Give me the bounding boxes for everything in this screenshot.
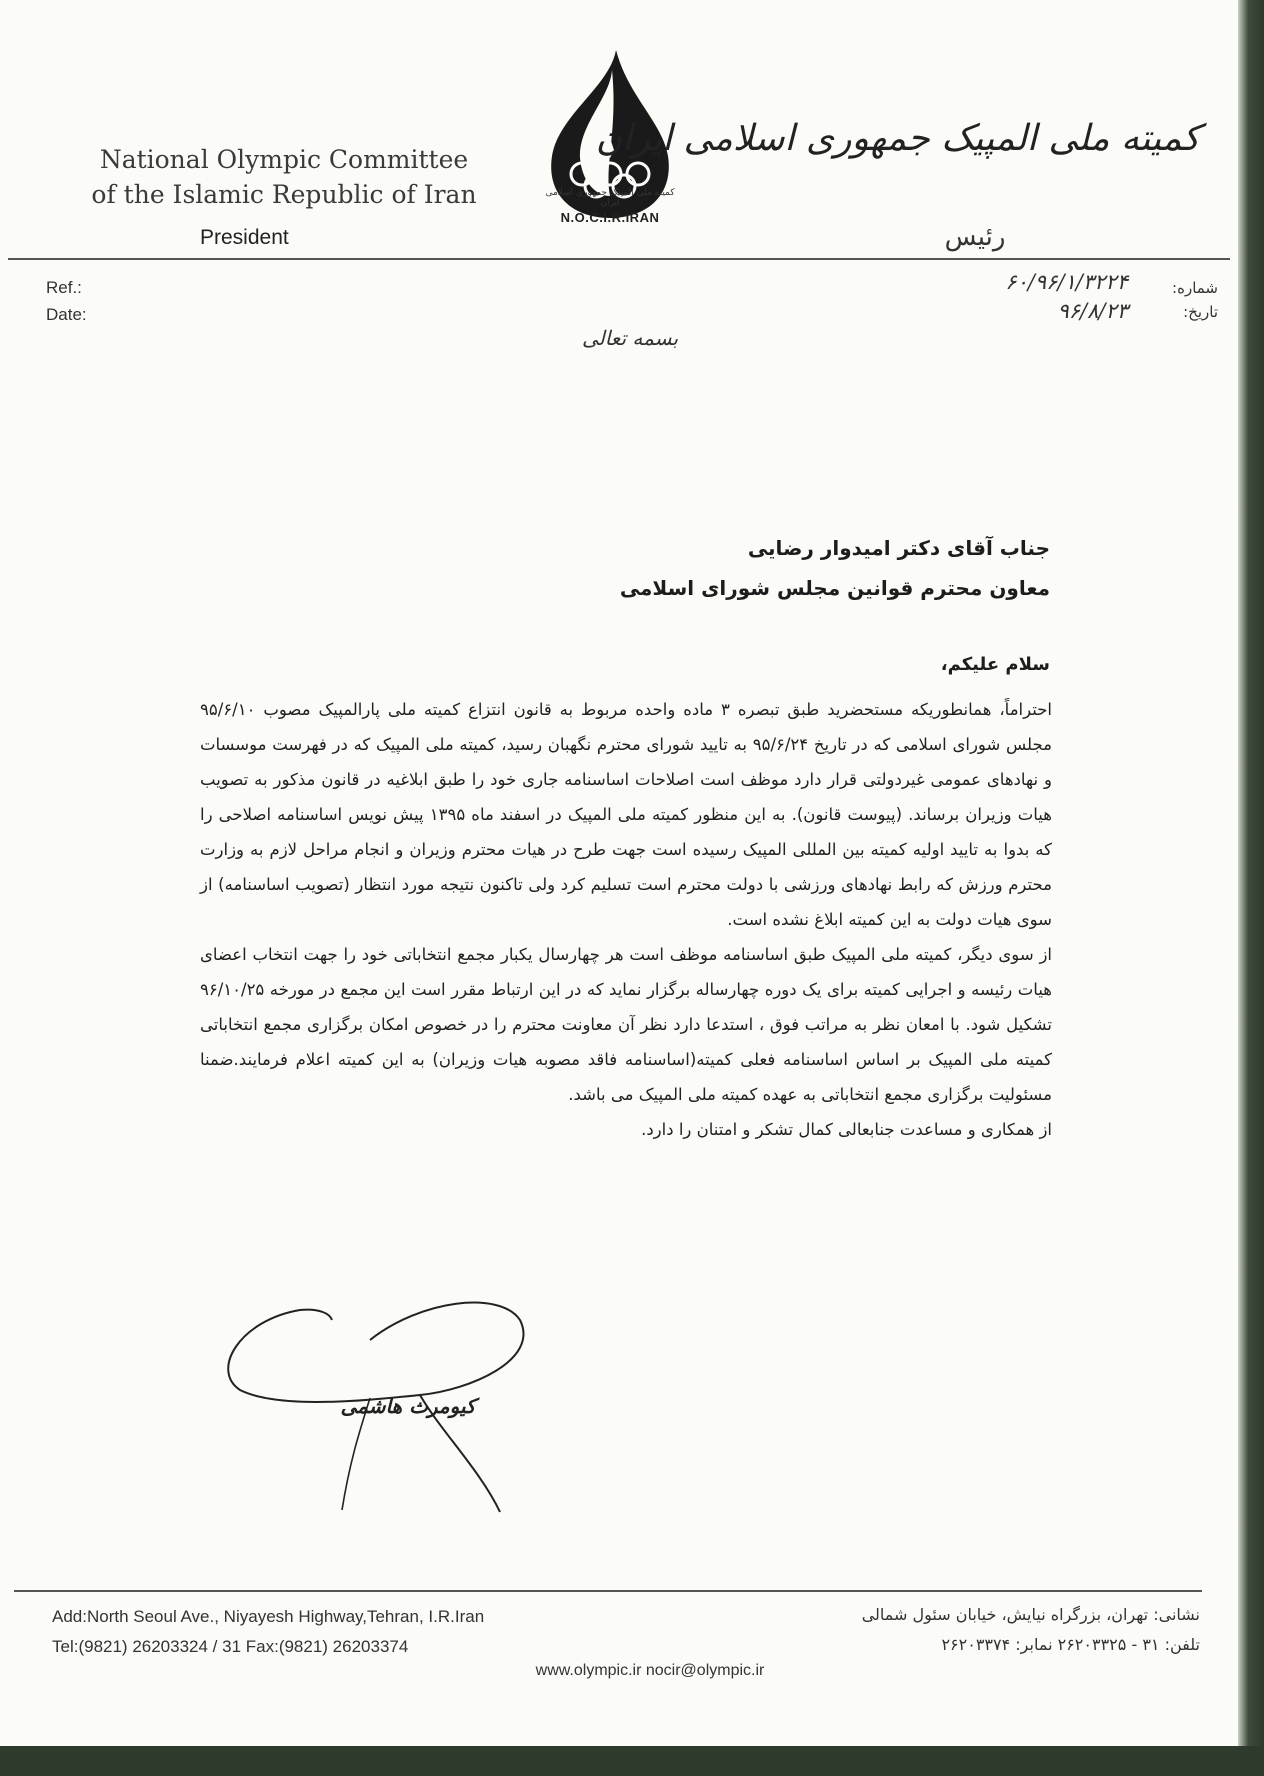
- body-paragraph: از سوی دیگر، کمیته ملی المپیک طبق اساسنامه موظف است هر چهارسال یکبار مجمع انتخاباتی خود را جهت انتخاب اعضای هیات رئیسه و اجرایی کمیته برای یک دوره چهارساله برگزار نماید که در این ارتباط مقرر است این مجمع در مورخه ۹۶/۱۰/۲۵ تشکیل شود. با امعان نظر به مراتب فوق ، استدعا دارد نظر آن معاونت محترم را در خصوص امکان برگزاری مجمع انتخاباتی کمیته ملی المپیک بر اساس اساسنامه فعلی کمیته(اساسنامه فاقد مصوبه هیات وزیران) به این کمیته اعلام فرمایند.ضمنا مسئولیت برگزاری مجمع انتخاباتی به عهده کمیته ملی المپیک می باشد.: [200, 945, 1052, 1104]
- logo-persian-text: کمیته ملی المپیک جمهوری اسلامی ایران: [545, 188, 675, 208]
- scan-edge: [1238, 0, 1264, 1746]
- role-persian: رئیس: [944, 222, 1006, 252]
- number-label: شماره:: [1172, 279, 1218, 297]
- footer-address-persian: نشانی: تهران، بزرگراه نیایش، خیابان سئول شمالی: [861, 1605, 1200, 1624]
- org-name-line2: of the Islamic Republic of Iran: [91, 180, 477, 209]
- footer-persian: [760, 1600, 1200, 1660]
- signatory-name: کیومرث هاشمی: [340, 1394, 476, 1418]
- date-label: Date:: [46, 305, 87, 324]
- footer-english: [52, 1602, 484, 1662]
- greeting: سلام علیکم،: [940, 654, 1050, 675]
- body-paragraph: احتراماً، همانطوریکه مستحضرید طبق تبصره ۳ ماده واحده مربوط به قانون انتزاع کمیته ملی پارالمپیک مصوب ۹۵/۶/۱۰ مجلس شورای اسلامی که در تاریخ ۹۵/۶/۲۴ به تایید شورای محترم نگهبان رسید، کمیته ملی المپیک که در فهرست موسسات و نهادهای عمومی غیردولتی قرار دارد موظف است اصلاحات اساسنامه جاری خود را طبق ابلاغیه در قانون مذکور به تصویب هیات وزیران برساند. (پیوست قانون). به این منظور کمیته ملی المپیک در اسفند ماه ۱۳۹۵ پیش نویس اساسنامه اصلاحی را که بدوا به تایید اولیه کمیته بین المللی المپیک رسیده است جهت طرح در هیات محترم وزیران و انجام مراحل لازم به وزارت محترم ورزش که رابط نهادهای ورزشی با دولت محترم است تسلیم کرد ولی تاکنون نتیجه مورد انتظار (تصویب اساسنامه) از سوی هیات دولت به این کمیته ابلاغ نشده است.: [200, 700, 1052, 929]
- reference-values: [870, 268, 1128, 326]
- header-divider: [8, 258, 1230, 260]
- scan-bottom: [0, 1746, 1264, 1776]
- addressee-title: معاون محترم قوانین مجلس شورای اسلامی: [619, 576, 1050, 600]
- letter-body: [200, 692, 1052, 1147]
- reference-block-english: [46, 274, 87, 328]
- footer-web-email: www.olympic.ir nocir@olympic.ir: [535, 1662, 765, 1679]
- addressee-name: جناب آقای دکتر امیدوار رضایی: [747, 536, 1050, 560]
- org-name-persian: کمیته ملی المپیک جمهوری اسلامی ایران: [595, 118, 1200, 159]
- bismillah-heading: بسمه تعالی: [581, 326, 679, 350]
- ref-label: Ref.:: [46, 278, 82, 297]
- letterhead-english: [84, 142, 484, 212]
- role-english: President: [200, 226, 289, 249]
- addressee-block: [560, 528, 1050, 608]
- body-paragraph: از همکاری و مساعدت جنابعالی کمال تشکر و امتنان را دارد.: [641, 1120, 1052, 1139]
- org-name-line1: National Olympic Committee: [99, 145, 469, 174]
- reference-labels-persian: [1136, 276, 1218, 324]
- letter-number: ۶۰/۹۶/۱/۳۲۲۴: [1005, 270, 1128, 294]
- footer-phone-persian: تلفن: ۳۱ - ۲۶۲۰۳۳۲۵ نمابر: ۲۶۲۰۳۳۷۴: [941, 1635, 1200, 1654]
- logo-caption: N.O.C.I.R.IRAN: [560, 210, 660, 225]
- letter-date: ۹۶/۸/۲۳: [1057, 299, 1128, 323]
- date-label-persian: تاریخ:: [1183, 303, 1218, 321]
- footer-divider: [14, 1590, 1202, 1592]
- footer-address-english: Add:North Seoul Ave., Niyayesh Highway,Tehran, I.R.Iran: [52, 1607, 485, 1626]
- footer-phone-english: Tel:(9821) 26203324 / 31 Fax:(9821) 26203374: [52, 1637, 409, 1656]
